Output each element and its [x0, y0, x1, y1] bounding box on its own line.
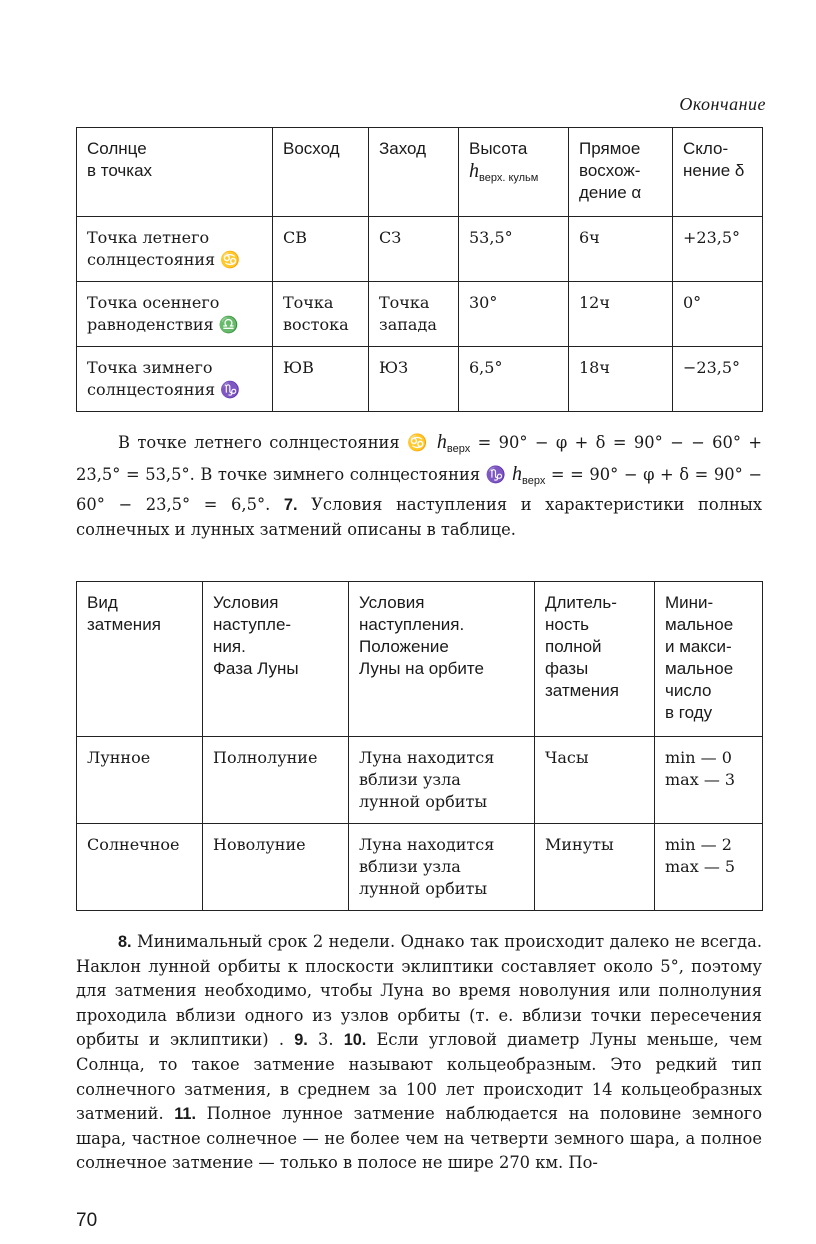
paragraph-text: = 90° − φ + δ = 90° − − 60° + 23,5° = 53,5°. В точке зимнего солнцестояния ♑ — [76, 433, 762, 484]
table-cell: 12ч — [569, 282, 673, 347]
table-cell: СЗ — [369, 217, 459, 282]
table1-header-height — [459, 128, 569, 217]
paragraph-text: Полное лунное затмение наблюдается на половине земного шара, частное солнечное — не более чем на четверти земного шара, а полное солнечное затмение — только в полосе не шире 270 км. По- — [76, 1104, 762, 1173]
table-cell: ЮЗ — [369, 347, 459, 412]
height-symbol: h — [469, 160, 479, 182]
table1-header-text: Восход — [283, 139, 340, 158]
continuation-label: Окончание — [679, 94, 766, 114]
answer-number: 7. — [283, 496, 298, 515]
table2-header-text: Условия наступле- ния. Фаза Луны — [213, 593, 299, 678]
paragraph-text: Если угловой диаметр Луны меньше, чем Солнца, то такое затмение называют кольцеобразным. Это редкий тип солнечного затмения, в среднем за 100 лет происходит 14 кольцеобразных затмений. — [76, 1030, 763, 1124]
table2-header-type — [77, 582, 203, 737]
answer-number: 10. — [343, 1031, 367, 1050]
table2-header-text: Длитель- ность полной фазы затмения — [545, 593, 619, 700]
table1-header-text: Солнце в точках — [87, 139, 153, 180]
table-cell: Точка зимнего солнцестояния ♑ — [77, 347, 273, 412]
sun-points-table — [76, 127, 763, 412]
table-cell: Точка востока — [273, 282, 369, 347]
table-cell: min — 0 max — 3 — [655, 737, 763, 824]
answer-number: 8. — [118, 933, 132, 951]
table2-header-count — [655, 582, 763, 737]
table-cell: Точка осеннего равноденствия ♎ — [77, 282, 273, 347]
table1-header-sun — [77, 128, 273, 217]
table-cell: СВ — [273, 217, 369, 282]
table2-header-text: Вид затмения — [87, 593, 161, 634]
table-cell: −23,5° — [673, 347, 763, 412]
table1-header-text: Заход — [379, 139, 427, 158]
height-subscript: верх — [521, 474, 546, 487]
table-cell: Солнечное — [77, 824, 203, 911]
paragraph-text: В точке летнего солнцестояния ♋ — [118, 433, 437, 452]
table-row — [77, 282, 763, 347]
table2-header-duration — [535, 582, 655, 737]
table2-header-text: Мини- мальное и макси- мальное число в году — [665, 593, 734, 722]
table-cell: Точка запада — [369, 282, 459, 347]
table2-header-position — [349, 582, 535, 737]
table-row — [77, 824, 763, 911]
table-cell: min — 2 max — 5 — [655, 824, 763, 911]
paragraph-text: 3. — [307, 1030, 344, 1050]
table-cell: 30° — [459, 282, 569, 347]
paragraph-answers-8-11 — [76, 930, 762, 1176]
table-row — [77, 737, 763, 824]
table1-header-text: Скло- нение δ — [683, 139, 745, 180]
height-symbol: h — [436, 431, 447, 453]
paragraph-text: Условия наступления и характеристики полных солнечных и лунных затмений описаны в таблице. — [76, 495, 762, 539]
table-cell: Часы — [535, 737, 655, 824]
table-cell: 0° — [673, 282, 763, 347]
table1-header-rise — [273, 128, 369, 217]
paragraph-text: = = 90° − φ + δ = 90° − 60° − 23,5° = 6,5°. — [76, 464, 763, 515]
table1-header-set — [369, 128, 459, 217]
table1-header-text: Прямое восхож- дение α — [579, 139, 642, 202]
answer-number: 11. — [174, 1105, 196, 1124]
table-cell: 6ч — [569, 217, 673, 282]
page-number: 70 — [76, 1210, 98, 1231]
table-cell: Лунное — [77, 737, 203, 824]
table1-header-ra — [569, 128, 673, 217]
table1-header-text: Высота — [469, 139, 528, 158]
height-subscript: верх — [446, 443, 471, 455]
height-symbol: h — [511, 462, 522, 485]
table-cell: 18ч — [569, 347, 673, 412]
table-cell: 53,5° — [459, 217, 569, 282]
table1-header-dec — [673, 128, 763, 217]
table-cell: Минуты — [535, 824, 655, 911]
table-cell: +23,5° — [673, 217, 763, 282]
height-subscript: верх. кульм — [479, 172, 539, 184]
table-cell: Новолуние — [203, 824, 349, 911]
table-cell: Луна находится вблизи узла лунной орбиты — [349, 737, 535, 824]
table-cell: Полнолуние — [203, 737, 349, 824]
eclipse-table — [76, 581, 763, 911]
paragraph-solstice-heights — [76, 430, 762, 542]
answer-number: 9. — [294, 1031, 308, 1050]
table-cell: Точка летнего солнцестояния ♋ — [77, 217, 273, 282]
table-cell: Луна находится вблизи узла лунной орбиты — [349, 824, 535, 911]
table-cell: 6,5° — [459, 347, 569, 412]
table2-header-text: Условия наступления. Положение Луны на орбите — [359, 593, 484, 678]
table-row — [77, 347, 763, 412]
paragraph-text: Минимальный срок 2 недели. Однако так происходит далеко не всегда. Наклон лунной орбиты к плоскости эклиптики составляет около 5°, поэтому для затмения необходимо, чтобы Луна во время новолуния или полнолуния проходила вблизи одного из узлов орбиты (т. е. вблизи точки пересечения орбиты и эклиптики) . — [76, 932, 762, 1050]
table2-header-phase — [203, 582, 349, 737]
table-row — [77, 217, 763, 282]
table-cell: ЮВ — [273, 347, 369, 412]
